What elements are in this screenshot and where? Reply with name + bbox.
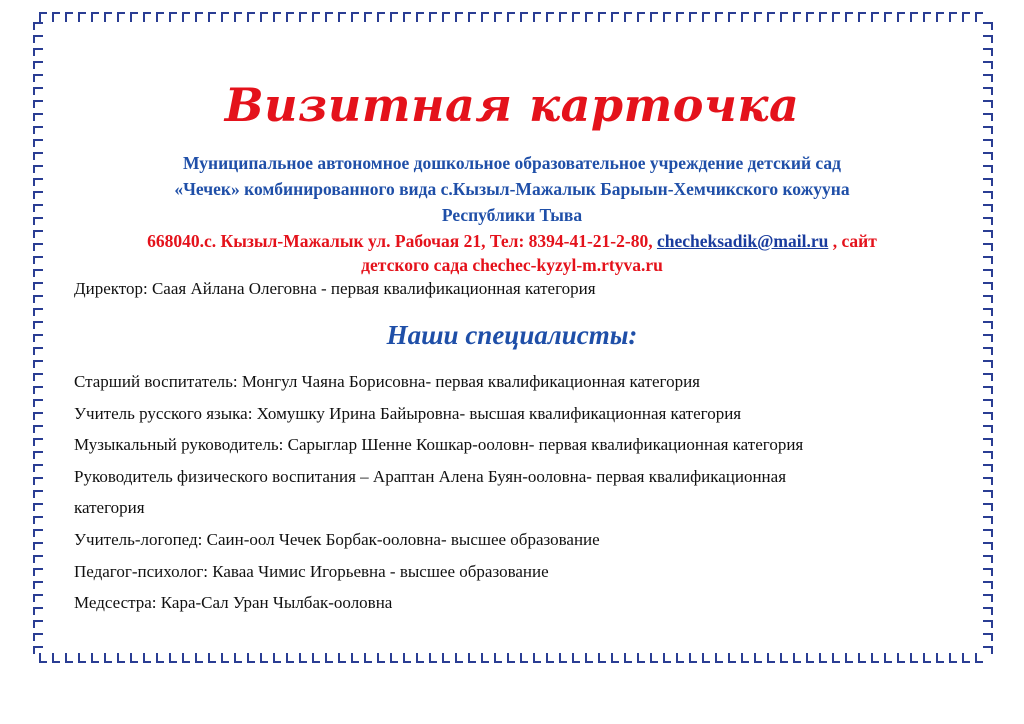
organization-line-3: Республики Тыва bbox=[441, 205, 583, 225]
specialist-line: Старший воспитатель: Монгул Чаяна Борисовна- первая квалификационная категория bbox=[74, 372, 700, 391]
specialist-line: Педагог-психолог: Каваа Чимис Игорьевна - высшее образование bbox=[74, 561, 549, 581]
address-line-1 bbox=[90, 229, 934, 253]
specialist-line: категория bbox=[74, 498, 145, 518]
specialists-heading: Наши специалисты: bbox=[386, 320, 638, 350]
email-link[interactable]: checheksadik@mail.ru bbox=[656, 231, 829, 251]
organization-name bbox=[90, 150, 934, 228]
website-link[interactable]: chechec-kyzyl-m.rtyva.ru bbox=[472, 255, 663, 275]
address-line-2 bbox=[90, 253, 934, 277]
address-site-word: , сайт bbox=[828, 231, 877, 251]
address-text: 668040.с. Кызыл-Мажалык ул. Рабочая 21, Тел: 8394-41-21-2-80, bbox=[147, 231, 657, 251]
organization-line-1: Муниципальное автономное дошкольное образовательное учреждение детский сад bbox=[182, 153, 841, 173]
specialist-line: Учитель-логопед: Саин-оол Чечек Борбак-ооловна- высшее образование bbox=[74, 529, 600, 549]
page-title: Визитная карточка bbox=[224, 78, 800, 132]
site-prefix-text: детского сада bbox=[361, 255, 473, 275]
specialist-line: Музыкальный руководитель: Сарыглар Шенне Кошкар-ооловн- первая квалификационная категория bbox=[74, 435, 804, 455]
contact-address bbox=[90, 229, 934, 277]
specialist-line: Учитель русского языка: Хомушку Ирина Байыровна- высшая квалификационная категория bbox=[74, 403, 742, 423]
organization-line-2: «Чечек» комбинированного вида с.Кызыл-Мажалык Барыын-Хемчикского кожууна bbox=[174, 179, 850, 199]
specialist-line: Руководитель физического воспитания – Араптан Алена Буян-ооловна- первая квалификационная bbox=[74, 466, 787, 486]
specialists-list bbox=[74, 366, 954, 619]
specialist-line: Медсестра: Кара-Сал Уран Чылбак-ооловна bbox=[74, 593, 393, 613]
director-line: Директор: Саая Айлана Олеговна - первая квалификационная категория bbox=[74, 279, 596, 298]
